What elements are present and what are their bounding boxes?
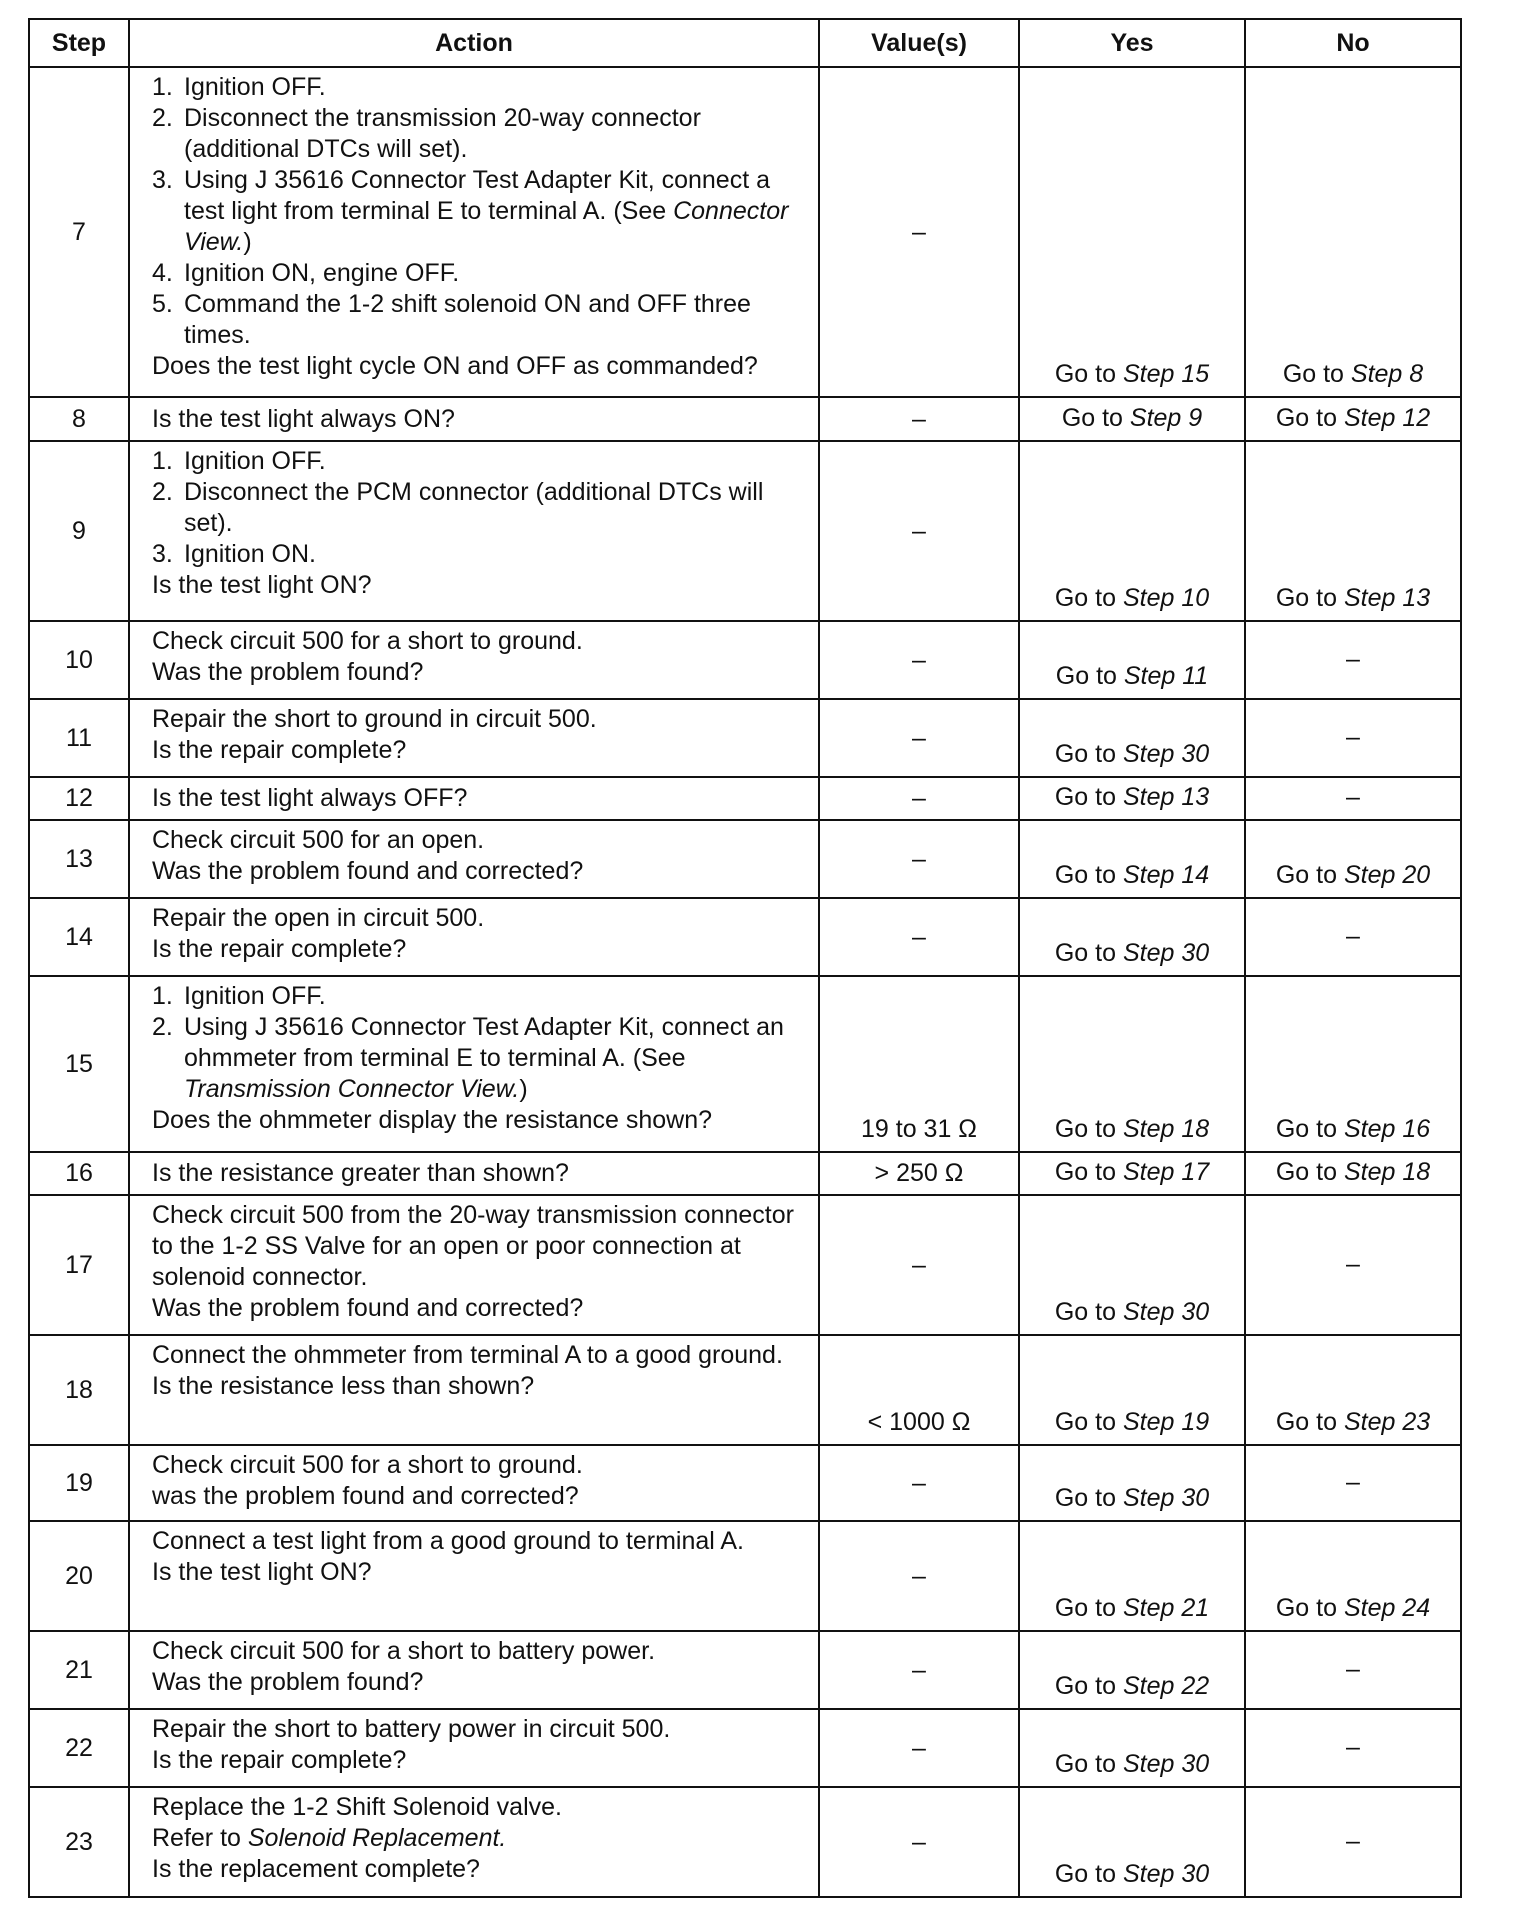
step-reference: Step 30: [1122, 740, 1210, 768]
goto-text: Go to: [1054, 1158, 1123, 1186]
no-cell: –: [1245, 898, 1461, 976]
step-reference: Step 19: [1122, 1408, 1210, 1436]
procedure-text: Ignition OFF.: [184, 982, 326, 1010]
goto-text: Go to: [1054, 783, 1123, 811]
action-cell: [129, 1152, 819, 1195]
goto-text: Go to: [1054, 861, 1123, 889]
no-cell: [1245, 441, 1461, 621]
step-reference: Step 10: [1122, 584, 1210, 612]
value-cell: 19 to 31 Ω: [819, 976, 1019, 1152]
action-cell: [129, 976, 819, 1152]
question-text: Is the test light ON?: [152, 571, 372, 599]
step-reference: Step 23: [1343, 1408, 1431, 1436]
yes-cell: [1019, 898, 1245, 976]
no-cell: [1245, 1152, 1461, 1195]
goto-text: Go to: [1054, 740, 1123, 768]
goto-text: Go to: [1275, 1115, 1344, 1143]
question-text: Is the repair complete?: [152, 935, 407, 963]
action-cell: [129, 397, 819, 441]
action-text: Connect a test light from a good ground to terminal A.: [152, 1527, 745, 1555]
step-reference: Step 18: [1122, 1115, 1210, 1143]
value-cell: –: [819, 397, 1019, 441]
table-row: [29, 898, 1461, 976]
list-item: 2. Disconnect the transmission 20-way connector (additional DTCs will set).: [152, 104, 701, 163]
table-row: [29, 67, 1461, 397]
procedure-text: ): [243, 228, 252, 256]
no-cell: –: [1245, 621, 1461, 699]
list-item: 3. Ignition ON.: [152, 540, 317, 568]
procedure-text: Ignition OFF.: [184, 447, 326, 475]
header-no: No: [1245, 19, 1461, 67]
value-cell: > 250 Ω: [819, 1152, 1019, 1195]
step-number: 16: [29, 1152, 129, 1195]
goto-text: Go to: [1275, 1594, 1344, 1622]
step-reference: Step 12: [1343, 403, 1431, 432]
header-values: Value(s): [819, 19, 1019, 67]
yes-cell: [1019, 397, 1245, 441]
procedure-list: [152, 446, 806, 570]
list-item: 5. Command the 1-2 shift solenoid ON and OFF three times.: [152, 290, 751, 349]
action-cell: [129, 1709, 819, 1787]
action-cell: [129, 1445, 819, 1521]
value-cell: –: [819, 621, 1019, 699]
table-row: [29, 1335, 1461, 1445]
table-row: [29, 976, 1461, 1152]
step-number: 14: [29, 898, 129, 976]
step-number: 7: [29, 67, 129, 397]
action-text: Connect the ohmmeter from terminal A to a good ground.: [152, 1341, 783, 1369]
goto-text: Go to: [1054, 1408, 1123, 1436]
reference-link-text: Solenoid Replacement.: [247, 1824, 507, 1852]
table-row: [29, 621, 1461, 699]
procedure-list: [152, 72, 806, 351]
question-text: Was the problem found and corrected?: [152, 857, 584, 885]
value-cell: –: [819, 1445, 1019, 1521]
table-row: [29, 699, 1461, 777]
yes-cell: [1019, 621, 1245, 699]
procedure-text: Using J 35616 Connector Test Adapter Kit, connect an ohmmeter from terminal E to terminal A. (See: [184, 1013, 784, 1072]
action-text: Repair the short to battery power in circuit 500.: [152, 1715, 671, 1743]
step-reference: Step 13: [1343, 584, 1431, 612]
goto-text: Go to: [1054, 939, 1123, 967]
action-cell: [129, 1335, 819, 1445]
no-cell: –: [1245, 777, 1461, 820]
action-cell: [129, 1631, 819, 1709]
procedure-text: Ignition ON.: [184, 540, 317, 568]
step-reference: Step 20: [1343, 861, 1431, 889]
goto-text: Go to: [1054, 1860, 1123, 1888]
goto-text: Go to: [1054, 1594, 1123, 1622]
action-text: Refer to: [152, 1824, 248, 1852]
table-row: [29, 1445, 1461, 1521]
action-text: Check circuit 500 for a short to ground.: [152, 627, 583, 655]
step-reference: Step 16: [1343, 1115, 1431, 1143]
step-number: 9: [29, 441, 129, 621]
action-text: Repair the short to ground in circuit 500.: [152, 705, 597, 733]
question-text: Is the replacement complete?: [152, 1855, 480, 1883]
action-text: Repair the open in circuit 500.: [152, 904, 485, 932]
list-item: 3. Using J 35616 Connector Test Adapter Kit, connect a test light from terminal E to terminal A. (See Connector View.): [152, 166, 789, 256]
procedure-text: Disconnect the transmission 20-way connector (additional DTCs will set).: [184, 104, 701, 163]
no-cell: [1245, 976, 1461, 1152]
value-cell: –: [819, 777, 1019, 820]
action-cell: [129, 777, 819, 820]
no-cell: –: [1245, 1631, 1461, 1709]
list-item: 1. Ignition OFF.: [152, 982, 326, 1010]
step-number: 18: [29, 1335, 129, 1445]
step-number: 15: [29, 976, 129, 1152]
action-text: Check circuit 500 for a short to battery power.: [152, 1637, 656, 1665]
procedure-list: [152, 981, 806, 1105]
value-cell: –: [819, 1195, 1019, 1335]
goto-text: Go to: [1054, 1115, 1123, 1143]
action-text: Check circuit 500 for an open.: [152, 826, 485, 854]
table-row: [29, 820, 1461, 898]
step-reference: Step 17: [1122, 1158, 1210, 1186]
step-reference: Step 18: [1343, 1158, 1431, 1186]
action-cell: [129, 441, 819, 621]
value-cell: –: [819, 67, 1019, 397]
step-reference: Step 15: [1122, 360, 1210, 388]
value-cell: –: [819, 1521, 1019, 1631]
action-cell: [129, 1195, 819, 1335]
step-reference: Step 8: [1350, 360, 1424, 388]
question-text: Is the test light always ON?: [152, 404, 455, 433]
table-row: [29, 397, 1461, 441]
yes-cell: [1019, 1709, 1245, 1787]
step-reference: Step 22: [1122, 1672, 1210, 1700]
no-cell: –: [1245, 1709, 1461, 1787]
question-text: Does the test light cycle ON and OFF as commanded?: [152, 352, 758, 380]
step-number: 19: [29, 1445, 129, 1521]
yes-cell: [1019, 1195, 1245, 1335]
step-number: 17: [29, 1195, 129, 1335]
step-number: 8: [29, 397, 129, 441]
step-number: 23: [29, 1787, 129, 1897]
action-cell: [129, 67, 819, 397]
yes-cell: [1019, 976, 1245, 1152]
no-cell: [1245, 1335, 1461, 1445]
step-reference: Step 24: [1343, 1594, 1431, 1622]
step-reference: Step 13: [1122, 783, 1210, 811]
no-cell: –: [1245, 1787, 1461, 1897]
table-row: [29, 777, 1461, 820]
question-text: Is the test light ON?: [152, 1558, 372, 1586]
question-text: Is the repair complete?: [152, 1746, 407, 1774]
step-reference: Step 9: [1129, 403, 1203, 432]
goto-text: Go to: [1054, 360, 1123, 388]
step-number: 13: [29, 820, 129, 898]
action-cell: [129, 621, 819, 699]
yes-cell: [1019, 1152, 1245, 1195]
yes-cell: [1019, 1335, 1245, 1445]
goto-text: Go to: [1275, 1158, 1344, 1186]
question-text: Does the ohmmeter display the resistance shown?: [152, 1106, 713, 1134]
question-text: was the problem found and corrected?: [152, 1482, 579, 1510]
table-row: [29, 441, 1461, 621]
reference-line: [152, 1823, 806, 1854]
value-cell: –: [819, 898, 1019, 976]
step-number: 21: [29, 1631, 129, 1709]
table-row: [29, 1787, 1461, 1897]
header-action: Action: [129, 19, 819, 67]
goto-text: Go to: [1275, 403, 1344, 432]
yes-cell: [1019, 1521, 1245, 1631]
goto-text: Go to: [1275, 1408, 1344, 1436]
procedure-text: ): [519, 1075, 528, 1103]
value-cell: –: [819, 699, 1019, 777]
list-item: 4. Ignition ON, engine OFF.: [152, 259, 460, 287]
value-cell: –: [819, 1631, 1019, 1709]
question-text: Was the problem found?: [152, 658, 424, 686]
action-cell: [129, 898, 819, 976]
goto-text: Go to: [1054, 584, 1123, 612]
yes-cell: [1019, 777, 1245, 820]
goto-text: Go to: [1055, 662, 1124, 690]
step-reference: Step 14: [1122, 861, 1210, 889]
goto-text: Go to: [1054, 1484, 1123, 1512]
no-cell: –: [1245, 1195, 1461, 1335]
procedure-text: Command the 1-2 shift solenoid ON and OFF three times.: [184, 290, 751, 349]
step-reference: Step 30: [1122, 1860, 1210, 1888]
procedure-text: Using J 35616 Connector Test Adapter Kit, connect a test light from terminal E to terminal A. (See: [184, 166, 771, 225]
question-text: Is the test light always OFF?: [152, 784, 468, 812]
no-cell: [1245, 820, 1461, 898]
header-step: Step: [29, 19, 129, 67]
diagnostic-table: [28, 18, 1462, 1898]
goto-text: Go to: [1275, 584, 1344, 612]
value-cell: –: [819, 1709, 1019, 1787]
goto-text: Go to: [1054, 1298, 1123, 1326]
step-reference: Step 21: [1122, 1594, 1210, 1622]
step-number: 12: [29, 777, 129, 820]
goto-text: Go to: [1061, 403, 1130, 432]
no-cell: –: [1245, 699, 1461, 777]
procedure-text: Ignition OFF.: [184, 73, 326, 101]
step-reference: Step 30: [1122, 1484, 1210, 1512]
step-reference: Step 30: [1122, 1298, 1210, 1326]
goto-text: Go to: [1054, 1750, 1123, 1778]
action-cell: [129, 820, 819, 898]
question-text: Was the problem found and corrected?: [152, 1294, 584, 1322]
step-number: 10: [29, 621, 129, 699]
no-cell: [1245, 67, 1461, 397]
step-number: 22: [29, 1709, 129, 1787]
yes-cell: [1019, 699, 1245, 777]
step-reference: Step 30: [1122, 1750, 1210, 1778]
table-row: [29, 1195, 1461, 1335]
header-yes: Yes: [1019, 19, 1245, 67]
procedure-text: Disconnect the PCM connector (additional DTCs will set).: [184, 478, 764, 537]
table-row: [29, 1521, 1461, 1631]
step-number: 11: [29, 699, 129, 777]
question-text: Is the resistance less than shown?: [152, 1372, 535, 1400]
action-cell: [129, 699, 819, 777]
table-row: [29, 1152, 1461, 1195]
procedure-text: Ignition ON, engine OFF.: [184, 259, 460, 287]
value-cell: –: [819, 441, 1019, 621]
yes-cell: [1019, 67, 1245, 397]
table-row: [29, 1631, 1461, 1709]
yes-cell: [1019, 1445, 1245, 1521]
reference-link-text: Connector View.: [184, 197, 789, 256]
value-cell: < 1000 Ω: [819, 1335, 1019, 1445]
no-cell: –: [1245, 1445, 1461, 1521]
goto-text: Go to: [1054, 1672, 1123, 1700]
header-row: [29, 19, 1461, 67]
list-item: 2. Using J 35616 Connector Test Adapter Kit, connect an ohmmeter from terminal E to terminal A. (See Transmission Connector View.): [152, 1013, 784, 1103]
no-cell: [1245, 397, 1461, 441]
step-reference: Step 11: [1123, 662, 1209, 690]
question-text: Was the problem found?: [152, 1668, 424, 1696]
list-item: 1. Ignition OFF.: [152, 447, 326, 475]
step-number: 20: [29, 1521, 129, 1631]
question-text: Is the resistance greater than shown?: [152, 1159, 569, 1187]
question-text: Is the repair complete?: [152, 736, 407, 764]
yes-cell: [1019, 1787, 1245, 1897]
action-cell: [129, 1787, 819, 1897]
yes-cell: [1019, 820, 1245, 898]
action-text: Check circuit 500 for a short to ground.: [152, 1451, 583, 1479]
table-row: [29, 1709, 1461, 1787]
action-text: Replace the 1-2 Shift Solenoid valve.: [152, 1793, 562, 1821]
no-cell: [1245, 1521, 1461, 1631]
value-cell: –: [819, 820, 1019, 898]
yes-cell: [1019, 441, 1245, 621]
diagnostic-table-page: [28, 18, 1460, 1898]
list-item: 2. Disconnect the PCM connector (additional DTCs will set).: [152, 478, 764, 537]
reference-link-text: Transmission Connector View.: [184, 1075, 520, 1103]
goto-text: Go to: [1275, 861, 1344, 889]
action-cell: [129, 1521, 819, 1631]
step-reference: Step 30: [1122, 939, 1210, 967]
list-item: 1. Ignition OFF.: [152, 73, 326, 101]
yes-cell: [1019, 1631, 1245, 1709]
action-text: Check circuit 500 from the 20-way transmission connector to the 1-2 SS Valve for an open or poor connection at solenoid connector.: [152, 1201, 794, 1291]
value-cell: –: [819, 1787, 1019, 1897]
goto-text: Go to: [1282, 360, 1351, 388]
